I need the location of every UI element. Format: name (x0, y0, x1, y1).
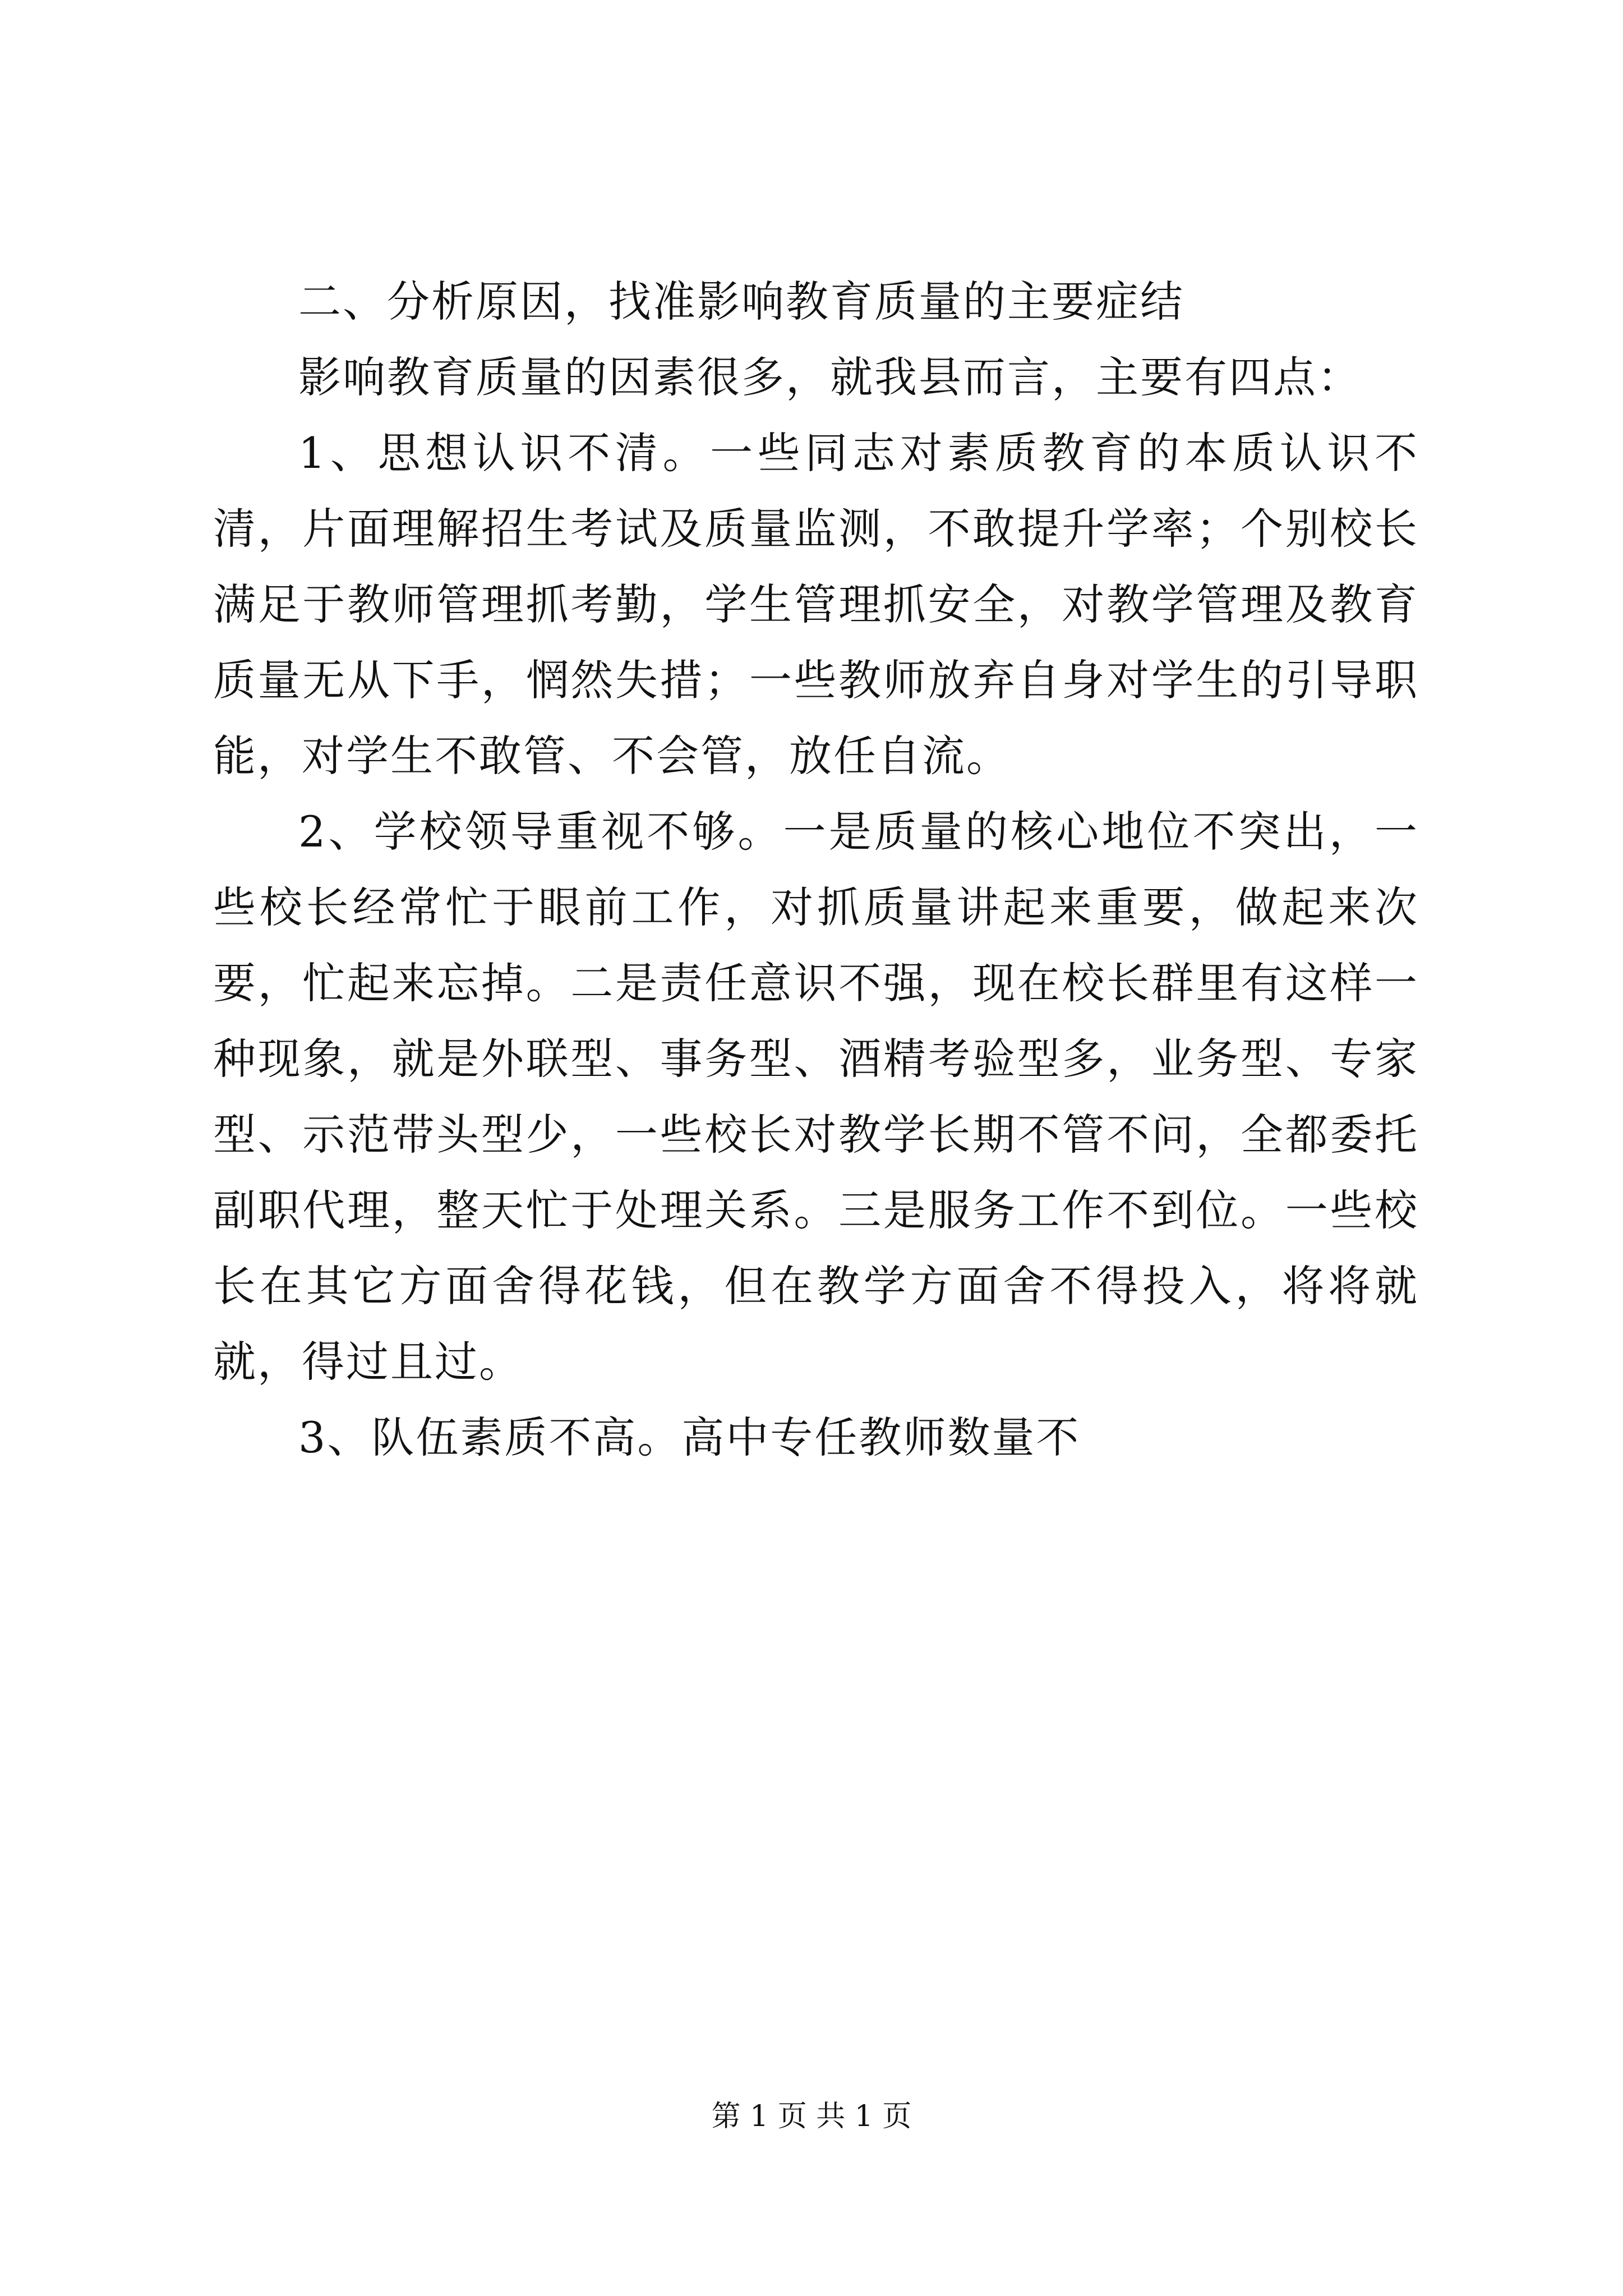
paragraph-point-2: 2、学校领导重视不够。一是质量的核心地位不突出，一些校长经常忙于眼前工作，对抓质量讲起来重要，做起来次要，忙起来忘掉。二是责任意识不强，现在校长群里有这样一种现象，就是外联型、事务型、酒精考验型多，业务型、专家型、示范带头型少，一些校长对教学长期不管不问，全都委托副职代理，整天忙于处理关系。三是服务工作不到位。一些校长在其它方面舍得花钱，但在教学方面舍不得投入，将将就就，得过且过。 (213, 807, 1419, 1387)
intro-paragraph: 影响教育质量的因素很多，就我县而言，主要有四点： (298, 352, 1362, 402)
page-number-footer: 第 1 页 共 1 页 (711, 2100, 912, 2133)
paragraph-point-1: 1、思想认识不清。一些同志对素质教育的本质认识不清，片面理解招生考试及质量监测，不敢提升学率；个别校长满足于教师管理抓考勤，学生管理抓安全，对教学管理及教育质量无从下手，惘然失措；一些教师放弃自身对学生的引导职能，对学生不敢管、不会管，放任自流。 (213, 428, 1419, 781)
document-body (213, 264, 1419, 1475)
paragraph-point-3: 3、队伍素质不高。高中专任教师数量不 (298, 1412, 1081, 1462)
section-heading: 二、分析原因，找准影响教育质量的主要症结 (298, 277, 1184, 326)
